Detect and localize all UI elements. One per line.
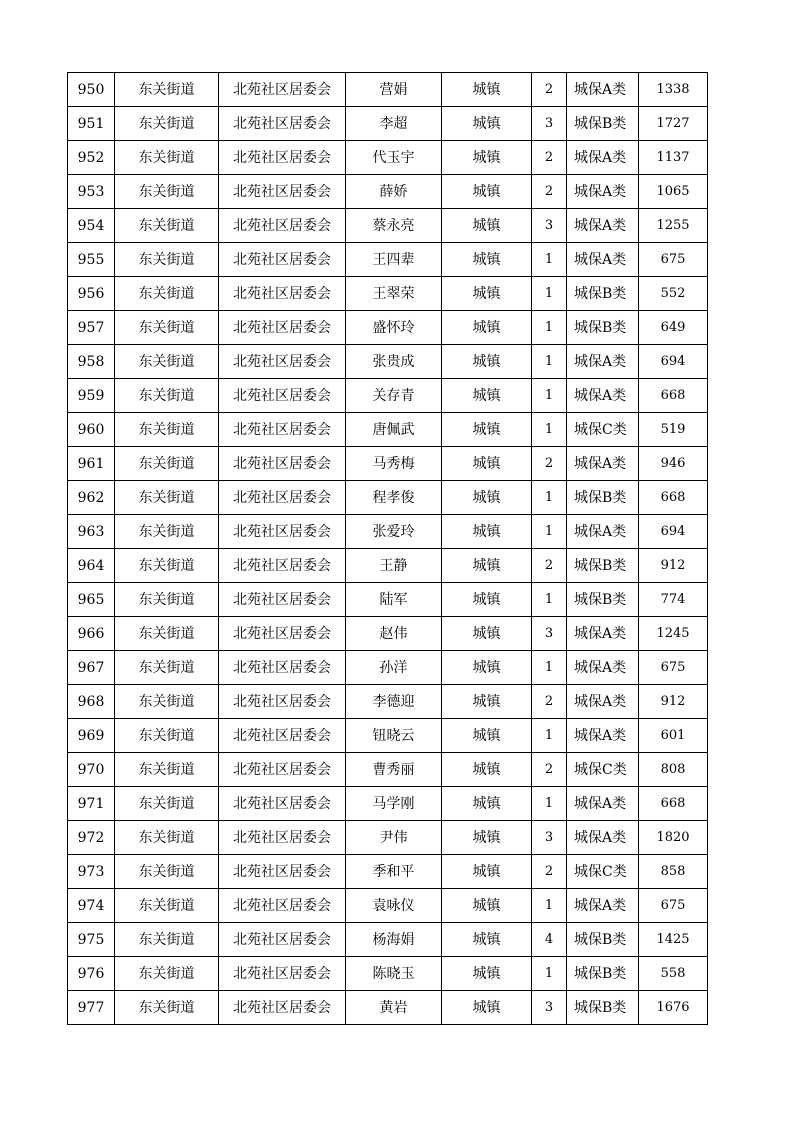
area-type-cell: 城镇: [442, 583, 532, 617]
amount-cell: 601: [639, 719, 708, 753]
category-cell: 城保A类: [567, 73, 639, 107]
household-size-cell: 3: [532, 821, 567, 855]
person-name-cell: 程孝俊: [346, 481, 442, 515]
committee-cell: 北苑社区居委会: [219, 243, 346, 277]
table-row: [68, 787, 708, 821]
table-row: [68, 447, 708, 481]
category-cell: 城保B类: [567, 107, 639, 141]
street-cell: 东关街道: [115, 141, 219, 175]
category-cell: 城保B类: [567, 549, 639, 583]
area-type-cell: 城镇: [442, 685, 532, 719]
household-size-cell: 1: [532, 345, 567, 379]
committee-cell: 北苑社区居委会: [219, 991, 346, 1025]
amount-cell: 649: [639, 311, 708, 345]
household-size-cell: 2: [532, 753, 567, 787]
amount-cell: 1255: [639, 209, 708, 243]
household-size-cell: 1: [532, 719, 567, 753]
table-row: [68, 889, 708, 923]
table-row: [68, 515, 708, 549]
row-number-cell: 960: [68, 413, 115, 447]
table-row: [68, 549, 708, 583]
household-size-cell: 1: [532, 787, 567, 821]
area-type-cell: 城镇: [442, 379, 532, 413]
committee-cell: 北苑社区居委会: [219, 175, 346, 209]
household-size-cell: 3: [532, 617, 567, 651]
committee-cell: 北苑社区居委会: [219, 957, 346, 991]
category-cell: 城保A类: [567, 243, 639, 277]
row-number-cell: 966: [68, 617, 115, 651]
table-row: [68, 651, 708, 685]
household-size-cell: 4: [532, 923, 567, 957]
household-size-cell: 1: [532, 651, 567, 685]
amount-cell: 668: [639, 481, 708, 515]
table-row: [68, 209, 708, 243]
row-number-cell: 970: [68, 753, 115, 787]
table-row: [68, 481, 708, 515]
category-cell: 城保A类: [567, 379, 639, 413]
committee-cell: 北苑社区居委会: [219, 447, 346, 481]
area-type-cell: 城镇: [442, 991, 532, 1025]
amount-cell: 808: [639, 753, 708, 787]
household-size-cell: 2: [532, 73, 567, 107]
area-type-cell: 城镇: [442, 515, 532, 549]
street-cell: 东关街道: [115, 787, 219, 821]
area-type-cell: 城镇: [442, 481, 532, 515]
row-number-cell: 971: [68, 787, 115, 821]
row-number-cell: 956: [68, 277, 115, 311]
committee-cell: 北苑社区居委会: [219, 345, 346, 379]
household-size-cell: 1: [532, 481, 567, 515]
category-cell: 城保A类: [567, 175, 639, 209]
amount-cell: 1676: [639, 991, 708, 1025]
area-type-cell: 城镇: [442, 957, 532, 991]
committee-cell: 北苑社区居委会: [219, 379, 346, 413]
street-cell: 东关街道: [115, 107, 219, 141]
person-name-cell: 薛娇: [346, 175, 442, 209]
committee-cell: 北苑社区居委会: [219, 753, 346, 787]
category-cell: 城保C类: [567, 413, 639, 447]
household-size-cell: 2: [532, 447, 567, 481]
person-name-cell: 钮晓云: [346, 719, 442, 753]
table-row: [68, 107, 708, 141]
table-row: [68, 413, 708, 447]
amount-cell: 912: [639, 549, 708, 583]
amount-cell: 519: [639, 413, 708, 447]
area-type-cell: 城镇: [442, 345, 532, 379]
street-cell: 东关街道: [115, 481, 219, 515]
table-row: [68, 719, 708, 753]
category-cell: 城保C类: [567, 855, 639, 889]
household-size-cell: 2: [532, 141, 567, 175]
committee-cell: 北苑社区居委会: [219, 583, 346, 617]
street-cell: 东关街道: [115, 651, 219, 685]
committee-cell: 北苑社区居委会: [219, 617, 346, 651]
person-name-cell: 王翠荣: [346, 277, 442, 311]
person-name-cell: 王四辈: [346, 243, 442, 277]
committee-cell: 北苑社区居委会: [219, 685, 346, 719]
area-type-cell: 城镇: [442, 855, 532, 889]
household-size-cell: 2: [532, 175, 567, 209]
amount-cell: 1137: [639, 141, 708, 175]
area-type-cell: 城镇: [442, 209, 532, 243]
street-cell: 东关街道: [115, 413, 219, 447]
category-cell: 城保A类: [567, 515, 639, 549]
area-type-cell: 城镇: [442, 277, 532, 311]
street-cell: 东关街道: [115, 923, 219, 957]
household-size-cell: 3: [532, 991, 567, 1025]
table-row: [68, 73, 708, 107]
household-size-cell: 1: [532, 379, 567, 413]
street-cell: 东关街道: [115, 821, 219, 855]
person-name-cell: 关存青: [346, 379, 442, 413]
category-cell: 城保B类: [567, 583, 639, 617]
street-cell: 东关街道: [115, 175, 219, 209]
table-row: [68, 923, 708, 957]
area-type-cell: 城镇: [442, 243, 532, 277]
amount-cell: 1820: [639, 821, 708, 855]
street-cell: 东关街道: [115, 583, 219, 617]
table-row: [68, 617, 708, 651]
household-size-cell: 1: [532, 889, 567, 923]
area-type-cell: 城镇: [442, 923, 532, 957]
row-number-cell: 976: [68, 957, 115, 991]
person-name-cell: 杨海娟: [346, 923, 442, 957]
committee-cell: 北苑社区居委会: [219, 515, 346, 549]
row-number-cell: 973: [68, 855, 115, 889]
committee-cell: 北苑社区居委会: [219, 277, 346, 311]
committee-cell: 北苑社区居委会: [219, 719, 346, 753]
table-row: [68, 243, 708, 277]
committee-cell: 北苑社区居委会: [219, 787, 346, 821]
person-name-cell: 马秀梅: [346, 447, 442, 481]
category-cell: 城保C类: [567, 753, 639, 787]
area-type-cell: 城镇: [442, 753, 532, 787]
table-row: [68, 345, 708, 379]
committee-cell: 北苑社区居委会: [219, 481, 346, 515]
household-size-cell: 3: [532, 107, 567, 141]
row-number-cell: 952: [68, 141, 115, 175]
street-cell: 东关街道: [115, 209, 219, 243]
committee-cell: 北苑社区居委会: [219, 549, 346, 583]
amount-cell: 694: [639, 515, 708, 549]
row-number-cell: 974: [68, 889, 115, 923]
committee-cell: 北苑社区居委会: [219, 209, 346, 243]
amount-cell: 1727: [639, 107, 708, 141]
row-number-cell: 969: [68, 719, 115, 753]
category-cell: 城保A类: [567, 889, 639, 923]
person-name-cell: 李超: [346, 107, 442, 141]
amount-cell: 558: [639, 957, 708, 991]
area-type-cell: 城镇: [442, 821, 532, 855]
person-name-cell: 马学刚: [346, 787, 442, 821]
household-size-cell: 1: [532, 311, 567, 345]
person-name-cell: 曹秀丽: [346, 753, 442, 787]
category-cell: 城保A类: [567, 447, 639, 481]
household-size-cell: 1: [532, 413, 567, 447]
household-size-cell: 1: [532, 243, 567, 277]
row-number-cell: 964: [68, 549, 115, 583]
area-type-cell: 城镇: [442, 889, 532, 923]
committee-cell: 北苑社区居委会: [219, 889, 346, 923]
area-type-cell: 城镇: [442, 141, 532, 175]
street-cell: 东关街道: [115, 447, 219, 481]
category-cell: 城保A类: [567, 617, 639, 651]
committee-cell: 北苑社区居委会: [219, 821, 346, 855]
amount-cell: 946: [639, 447, 708, 481]
row-number-cell: 975: [68, 923, 115, 957]
row-number-cell: 965: [68, 583, 115, 617]
area-type-cell: 城镇: [442, 413, 532, 447]
person-name-cell: 袁咏仪: [346, 889, 442, 923]
row-number-cell: 959: [68, 379, 115, 413]
roster-body: [68, 73, 708, 1025]
person-name-cell: 王静: [346, 549, 442, 583]
row-number-cell: 954: [68, 209, 115, 243]
amount-cell: 1425: [639, 923, 708, 957]
amount-cell: 1338: [639, 73, 708, 107]
person-name-cell: 赵伟: [346, 617, 442, 651]
table-row: [68, 379, 708, 413]
row-number-cell: 962: [68, 481, 115, 515]
street-cell: 东关街道: [115, 957, 219, 991]
table-row: [68, 685, 708, 719]
amount-cell: 668: [639, 379, 708, 413]
row-number-cell: 955: [68, 243, 115, 277]
committee-cell: 北苑社区居委会: [219, 651, 346, 685]
row-number-cell: 968: [68, 685, 115, 719]
street-cell: 东关街道: [115, 243, 219, 277]
committee-cell: 北苑社区居委会: [219, 141, 346, 175]
table-row: [68, 753, 708, 787]
amount-cell: 675: [639, 889, 708, 923]
person-name-cell: 陈晓玉: [346, 957, 442, 991]
street-cell: 东关街道: [115, 889, 219, 923]
street-cell: 东关街道: [115, 991, 219, 1025]
street-cell: 东关街道: [115, 277, 219, 311]
person-name-cell: 黄岩: [346, 991, 442, 1025]
person-name-cell: 盛怀玲: [346, 311, 442, 345]
household-size-cell: 2: [532, 549, 567, 583]
category-cell: 城保A类: [567, 821, 639, 855]
amount-cell: 1065: [639, 175, 708, 209]
person-name-cell: 李德迎: [346, 685, 442, 719]
street-cell: 东关街道: [115, 855, 219, 889]
person-name-cell: 季和平: [346, 855, 442, 889]
category-cell: 城保A类: [567, 141, 639, 175]
area-type-cell: 城镇: [442, 787, 532, 821]
committee-cell: 北苑社区居委会: [219, 855, 346, 889]
category-cell: 城保A类: [567, 719, 639, 753]
street-cell: 东关街道: [115, 719, 219, 753]
street-cell: 东关街道: [115, 617, 219, 651]
table-row: [68, 141, 708, 175]
table-row: [68, 991, 708, 1025]
household-size-cell: 2: [532, 685, 567, 719]
row-number-cell: 977: [68, 991, 115, 1025]
person-name-cell: 代玉宇: [346, 141, 442, 175]
table-row: [68, 175, 708, 209]
category-cell: 城保B类: [567, 957, 639, 991]
committee-cell: 北苑社区居委会: [219, 73, 346, 107]
street-cell: 东关街道: [115, 311, 219, 345]
person-name-cell: 营娟: [346, 73, 442, 107]
street-cell: 东关街道: [115, 685, 219, 719]
street-cell: 东关街道: [115, 345, 219, 379]
area-type-cell: 城镇: [442, 447, 532, 481]
table-row: [68, 311, 708, 345]
person-name-cell: 张爱玲: [346, 515, 442, 549]
category-cell: 城保B类: [567, 481, 639, 515]
category-cell: 城保A类: [567, 651, 639, 685]
street-cell: 东关街道: [115, 515, 219, 549]
street-cell: 东关街道: [115, 73, 219, 107]
category-cell: 城保B类: [567, 923, 639, 957]
amount-cell: 1245: [639, 617, 708, 651]
committee-cell: 北苑社区居委会: [219, 413, 346, 447]
area-type-cell: 城镇: [442, 617, 532, 651]
roster-table: [67, 72, 708, 1025]
street-cell: 东关街道: [115, 549, 219, 583]
committee-cell: 北苑社区居委会: [219, 311, 346, 345]
amount-cell: 912: [639, 685, 708, 719]
row-number-cell: 967: [68, 651, 115, 685]
category-cell: 城保A类: [567, 209, 639, 243]
amount-cell: 675: [639, 651, 708, 685]
household-size-cell: 3: [532, 209, 567, 243]
area-type-cell: 城镇: [442, 311, 532, 345]
row-number-cell: 957: [68, 311, 115, 345]
row-number-cell: 953: [68, 175, 115, 209]
amount-cell: 694: [639, 345, 708, 379]
table-row: [68, 277, 708, 311]
committee-cell: 北苑社区居委会: [219, 107, 346, 141]
amount-cell: 668: [639, 787, 708, 821]
table-row: [68, 583, 708, 617]
person-name-cell: 张贵成: [346, 345, 442, 379]
person-name-cell: 蔡永亮: [346, 209, 442, 243]
person-name-cell: 唐佩武: [346, 413, 442, 447]
amount-cell: 675: [639, 243, 708, 277]
committee-cell: 北苑社区居委会: [219, 923, 346, 957]
amount-cell: 774: [639, 583, 708, 617]
area-type-cell: 城镇: [442, 651, 532, 685]
area-type-cell: 城镇: [442, 107, 532, 141]
household-size-cell: 2: [532, 855, 567, 889]
area-type-cell: 城镇: [442, 73, 532, 107]
amount-cell: 552: [639, 277, 708, 311]
table-row: [68, 855, 708, 889]
row-number-cell: 958: [68, 345, 115, 379]
household-size-cell: 1: [532, 277, 567, 311]
category-cell: 城保A类: [567, 345, 639, 379]
table-row: [68, 957, 708, 991]
area-type-cell: 城镇: [442, 175, 532, 209]
row-number-cell: 951: [68, 107, 115, 141]
category-cell: 城保B类: [567, 277, 639, 311]
street-cell: 东关街道: [115, 379, 219, 413]
area-type-cell: 城镇: [442, 549, 532, 583]
person-name-cell: 孙洋: [346, 651, 442, 685]
row-number-cell: 972: [68, 821, 115, 855]
person-name-cell: 尹伟: [346, 821, 442, 855]
category-cell: 城保A类: [567, 685, 639, 719]
household-size-cell: 1: [532, 957, 567, 991]
household-size-cell: 1: [532, 515, 567, 549]
street-cell: 东关街道: [115, 753, 219, 787]
category-cell: 城保B类: [567, 311, 639, 345]
row-number-cell: 963: [68, 515, 115, 549]
amount-cell: 858: [639, 855, 708, 889]
category-cell: 城保B类: [567, 991, 639, 1025]
household-size-cell: 1: [532, 583, 567, 617]
row-number-cell: 950: [68, 73, 115, 107]
person-name-cell: 陆军: [346, 583, 442, 617]
table-row: [68, 821, 708, 855]
area-type-cell: 城镇: [442, 719, 532, 753]
category-cell: 城保A类: [567, 787, 639, 821]
row-number-cell: 961: [68, 447, 115, 481]
